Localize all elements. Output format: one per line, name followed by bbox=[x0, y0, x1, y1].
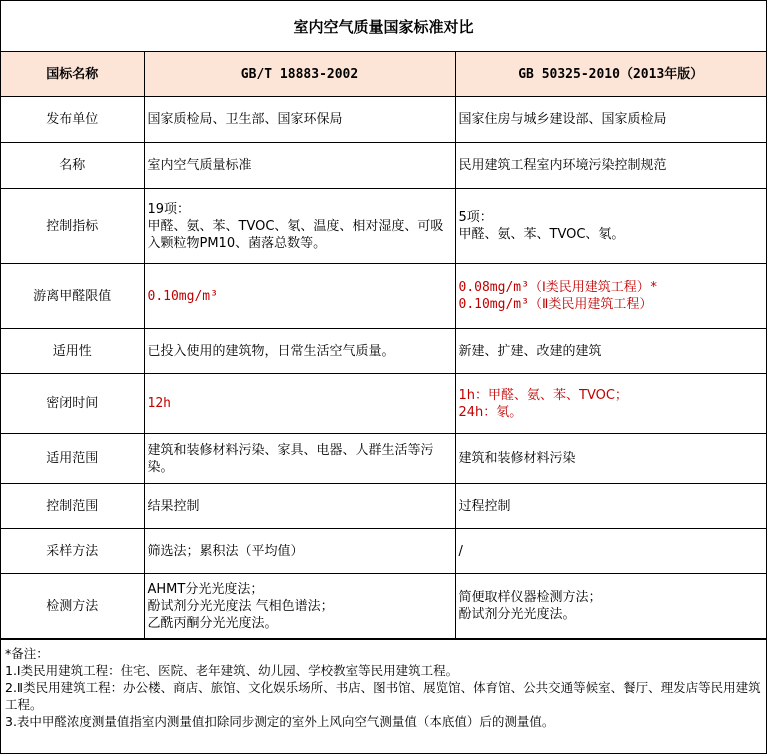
cell-std1: AHMT分光光度法； 酚试剂分光光度法 气相色谱法； 乙酰丙酮分光光度法。 bbox=[144, 574, 455, 639]
row-label: 适用范围 bbox=[1, 434, 144, 484]
table-row bbox=[1, 529, 766, 574]
notes-heading: *备注： bbox=[5, 646, 49, 661]
cell-std2: 新建、扩建、改建的建筑 bbox=[455, 329, 766, 374]
cell-std1: 12h bbox=[144, 374, 455, 434]
comparison-table bbox=[1, 52, 766, 639]
row-label: 游离甲醛限值 bbox=[1, 264, 144, 329]
cell-std1: 结果控制 bbox=[144, 484, 455, 529]
notes-section bbox=[1, 639, 766, 735]
table-row bbox=[1, 97, 766, 143]
table-row bbox=[1, 143, 766, 189]
page-title: 室内空气质量国家标准对比 bbox=[1, 1, 766, 52]
row-label: 密闭时间 bbox=[1, 374, 144, 434]
row-label: 发布单位 bbox=[1, 97, 144, 143]
row-label: 采样方法 bbox=[1, 529, 144, 574]
cell-std2: / bbox=[455, 529, 766, 574]
cell-std1: 建筑和装修材料污染、家具、电器、人群生活等污染。 bbox=[144, 434, 455, 484]
cell-std1: 国家质检局、卫生部、国家环保局 bbox=[144, 97, 455, 143]
header-row bbox=[1, 52, 766, 97]
cell-std1: 已投入使用的建筑物，日常生活空气质量。 bbox=[144, 329, 455, 374]
table-row bbox=[1, 374, 766, 434]
cell-std2: 0.08mg/m³（Ⅰ类民用建筑工程）* 0.10mg/m³（Ⅱ类民用建筑工程） bbox=[455, 264, 766, 329]
cell-std2: 国家住房与城乡建设部、国家质检局 bbox=[455, 97, 766, 143]
note-item: 2.Ⅱ类民用建筑工程：办公楼、商店、旅馆、文化娱乐场所、书店、图书馆、展览馆、体育馆、公共交通等候室、餐厅、理发店等民用建筑工程。 bbox=[5, 680, 761, 712]
cell-std2: 过程控制 bbox=[455, 484, 766, 529]
note-item: 3.表中甲醛浓度测量值指室内测量值扣除同步测定的室外上风向空气测量值（本底值）后的测量值。 bbox=[5, 714, 555, 729]
table-row bbox=[1, 434, 766, 484]
table-row bbox=[1, 484, 766, 529]
cell-std2: 简便取样仪器检测方法； 酚试剂分光光度法。 bbox=[455, 574, 766, 639]
cell-std2: 民用建筑工程室内环境污染控制规范 bbox=[455, 143, 766, 189]
table-row bbox=[1, 574, 766, 639]
cell-std1: 0.10mg/m³ bbox=[144, 264, 455, 329]
cell-std1: 筛选法；累积法（平均值） bbox=[144, 529, 455, 574]
cell-std1: 室内空气质量标准 bbox=[144, 143, 455, 189]
cell-std1: 19项： 甲醛、氨、苯、TVOC、氡、温度、相对湿度、可吸入颗粒物PM10、菌落总数等。 bbox=[144, 189, 455, 264]
cell-std2: 建筑和装修材料污染 bbox=[455, 434, 766, 484]
table-row bbox=[1, 264, 766, 329]
header-std1: GB/T 18883-2002 bbox=[144, 52, 455, 97]
header-std2: GB 50325-2010（2013年版） bbox=[455, 52, 766, 97]
row-label: 控制指标 bbox=[1, 189, 144, 264]
row-label: 适用性 bbox=[1, 329, 144, 374]
cell-std2: 5项： 甲醛、氨、苯、TVOC、氡。 bbox=[455, 189, 766, 264]
note-item: 1.Ⅰ类民用建筑工程：住宅、医院、老年建筑、幼儿园、学校教室等民用建筑工程。 bbox=[5, 663, 459, 678]
row-label: 名称 bbox=[1, 143, 144, 189]
table-row bbox=[1, 329, 766, 374]
cell-std2: 1h：甲醛、氨、苯、TVOC； 24h：氡。 bbox=[455, 374, 766, 434]
table-row bbox=[1, 189, 766, 264]
header-name: 国标名称 bbox=[1, 52, 144, 97]
row-label: 控制范围 bbox=[1, 484, 144, 529]
row-label: 检测方法 bbox=[1, 574, 144, 639]
